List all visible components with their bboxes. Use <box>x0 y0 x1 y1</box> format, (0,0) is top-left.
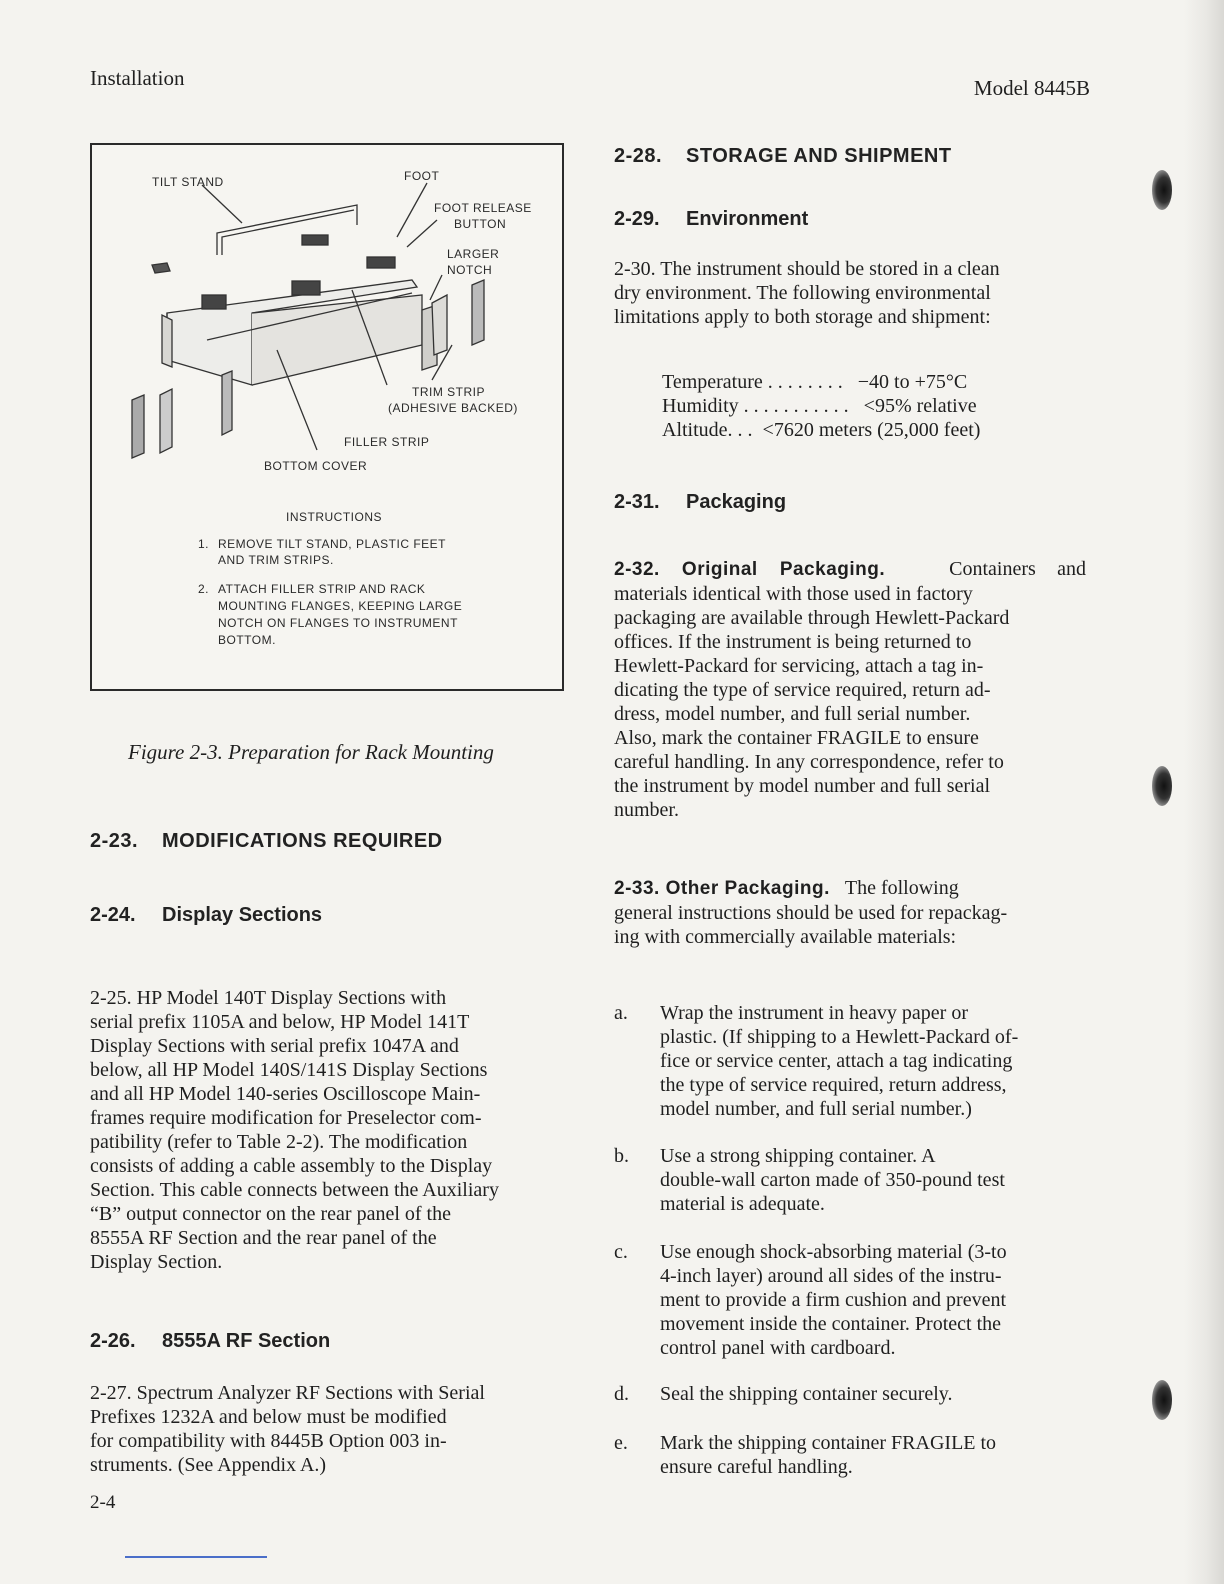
environment-spec-list <box>662 370 980 442</box>
text-line: material is adequate. <box>660 1193 825 1215</box>
instruction-number: 2. <box>198 582 210 596</box>
text-line: The following <box>844 877 959 899</box>
list-item-a <box>614 1001 1086 1131</box>
label-foot-release-button: BUTTON <box>454 217 507 231</box>
list-label: e. <box>614 1432 628 1454</box>
text-line: 2-30. The instrument should be stored in a clean <box>614 258 1000 280</box>
text-line: ing with commercially available materials: <box>614 926 957 948</box>
list-label: c. <box>614 1241 628 1263</box>
text-line: dicating the type of service required, return ad- <box>614 679 991 701</box>
paragraph-2-32 <box>614 557 1086 822</box>
section-number: 2-29. <box>614 208 660 230</box>
label-bottom-cover: BOTTOM COVER <box>264 459 368 473</box>
list-label: d. <box>614 1383 629 1405</box>
page-edge-shadow <box>1184 0 1224 1584</box>
text-line: ensure careful handling. <box>660 1456 853 1478</box>
text-line: Display Section. <box>90 1251 223 1273</box>
list-label: a. <box>614 1002 628 1024</box>
text-line: careful handling. In any correspondence, refer to <box>614 751 1004 773</box>
text-line: materials identical with those used in factory <box>614 583 973 605</box>
text-line: movement inside the container. Protect the <box>660 1313 1002 1335</box>
list-item-b <box>614 1144 1086 1224</box>
text-line: patibility (refer to Table 2-2). The modification <box>90 1131 468 1153</box>
paragraph-2-33 <box>614 876 1086 949</box>
text-line: for compatibility with 8445B Option 003 in- <box>90 1430 447 1452</box>
text-line: dress, model number, and full serial number. <box>614 703 971 725</box>
text-line: number. <box>614 799 679 821</box>
instruction-line: MOUNTING FLANGES, KEEPING LARGE <box>218 599 463 613</box>
binder-hole <box>1152 1380 1172 1420</box>
instruction-line: BOTTOM. <box>218 633 276 647</box>
label-trim-strip: TRIM STRIP <box>412 385 485 399</box>
text-line: general instructions should be used for repackag- <box>614 902 1008 924</box>
list-label: b. <box>614 1145 629 1167</box>
header-model: Model 8445B <box>973 76 1090 100</box>
text-line: below, all HP Model 140S/141S Display Sections <box>90 1059 488 1081</box>
text-line: offices. If the instrument is being returned to <box>614 631 972 653</box>
list-item-e <box>614 1431 1086 1487</box>
text-line: Section. This cable connects between the Auxiliary <box>90 1179 499 1201</box>
text-line: packaging are available through Hewlett-Packard <box>614 607 1010 629</box>
scan-artifact-line <box>125 1556 267 1558</box>
run-in-heading: 2-33. Other Packaging. <box>614 878 830 899</box>
text-line: 4-inch layer) around all sides of the instru- <box>660 1265 1002 1287</box>
paragraph-2-25 <box>90 986 562 1274</box>
spec-altitude: Altitude. . . <7620 meters (25,000 feet) <box>662 419 981 441</box>
text-line: Also, mark the container FRAGILE to ensure <box>614 727 979 749</box>
text-line: Containers and <box>949 558 1087 580</box>
label-adhesive-backed: (ADHESIVE BACKED) <box>388 401 518 415</box>
text-line: Display Sections with serial prefix 1047A and <box>90 1035 459 1057</box>
text-line: consists of adding a cable assembly to the Display <box>90 1155 493 1177</box>
text-line: dry environment. The following environmental <box>614 282 991 304</box>
instructions-title: INSTRUCTIONS <box>286 510 382 524</box>
heading-2-29 <box>614 208 808 231</box>
binder-hole <box>1152 170 1172 210</box>
text-line: Use enough shock-absorbing material (3-to <box>660 1241 1007 1263</box>
text-line: Mark the shipping container FRAGILE to <box>660 1432 997 1454</box>
text-line: control panel with cardboard. <box>660 1337 896 1359</box>
text-line: Seal the shipping container securely. <box>660 1383 953 1405</box>
section-title: Display Sections <box>162 904 323 926</box>
run-in-heading: 2-32. Original Packaging. <box>614 559 886 580</box>
text-line: 8555A RF Section and the rear panel of the <box>90 1227 437 1249</box>
heading-2-28 <box>614 145 952 168</box>
rack-mounting-diagram <box>92 145 562 485</box>
header-section-title: Installation <box>90 66 185 90</box>
section-title: Environment <box>686 208 809 230</box>
label-filler-strip: FILLER STRIP <box>344 435 430 449</box>
label-foot-release: FOOT RELEASE <box>434 201 532 215</box>
section-number: 2-28. <box>614 145 663 167</box>
label-tilt-stand: TILT STAND <box>152 175 224 189</box>
heading-2-24 <box>90 904 322 927</box>
figure-caption: Figure 2-3. Preparation for Rack Mounting <box>128 740 494 764</box>
text-line: plastic. (If shipping to a Hewlett-Packard of- <box>660 1026 1019 1048</box>
section-number: 2-23. <box>90 830 139 852</box>
text-line: and all HP Model 140-series Oscilloscope Main- <box>90 1083 481 1105</box>
heading-2-23 <box>90 830 443 853</box>
text-line: Use a strong shipping container. A <box>660 1145 936 1167</box>
instruction-line: NOTCH ON FLANGES TO INSTRUMENT <box>218 616 458 630</box>
text-line: limitations apply to both storage and shipment: <box>614 306 991 328</box>
section-title: 8555A RF Section <box>162 1330 331 1352</box>
list-item-d <box>614 1382 1086 1412</box>
text-line: 2-25. HP Model 140T Display Sections with <box>90 987 447 1009</box>
text-line: the instrument by model number and full serial <box>614 775 991 797</box>
section-title: MODIFICATIONS REQUIRED <box>162 830 443 852</box>
label-larger: LARGER <box>447 247 500 261</box>
text-line: the type of service required, return address, <box>660 1074 1007 1096</box>
text-line: 2-27. Spectrum Analyzer RF Sections with Serial <box>90 1382 485 1404</box>
section-number: 2-26. <box>90 1330 136 1352</box>
label-notch: NOTCH <box>447 263 493 277</box>
heading-2-31 <box>614 491 786 514</box>
heading-2-26 <box>90 1330 330 1353</box>
instruction-line: REMOVE TILT STAND, PLASTIC FEET <box>218 537 446 551</box>
text-line: fice or service center, attach a tag indicating <box>660 1050 1013 1072</box>
text-line: frames require modification for Preselector com- <box>90 1107 482 1129</box>
paragraph-2-27 <box>90 1381 562 1477</box>
binder-hole <box>1152 766 1172 806</box>
text-line: model number, and full serial number.) <box>660 1098 972 1120</box>
figure-rack-mounting <box>90 143 564 691</box>
list-item-c <box>614 1240 1086 1370</box>
text-line: double-wall carton made of 350-pound test <box>660 1169 1005 1191</box>
text-line: struments. (See Appendix A.) <box>90 1454 327 1476</box>
text-line: ment to provide a firm cushion and prevent <box>660 1289 1007 1311</box>
instruction-number: 1. <box>198 537 210 551</box>
text-line: serial prefix 1105A and below, HP Model 141T <box>90 1011 470 1033</box>
page-number: 2-4 <box>90 1492 116 1513</box>
text-line: Wrap the instrument in heavy paper or <box>660 1002 968 1024</box>
text-line: “B” output connector on the rear panel of the <box>90 1203 451 1225</box>
section-title: STORAGE AND SHIPMENT <box>686 145 952 167</box>
section-title: Packaging <box>686 491 787 513</box>
text-line: Hewlett-Packard for servicing, attach a tag in- <box>614 655 984 677</box>
paragraph-2-30 <box>614 257 1086 329</box>
instruction-line: AND TRIM STRIPS. <box>218 553 334 567</box>
section-number: 2-24. <box>90 904 136 926</box>
text-line: Prefixes 1232A and below must be modified <box>90 1406 447 1428</box>
instruction-line: ATTACH FILLER STRIP AND RACK <box>218 582 426 596</box>
spec-humidity: Humidity . . . . . . . . . . . <95% relative <box>662 395 977 417</box>
spec-temperature: Temperature . . . . . . . . −40 to +75°C <box>662 371 968 393</box>
section-number: 2-31. <box>614 491 660 513</box>
label-foot: FOOT <box>404 169 440 183</box>
